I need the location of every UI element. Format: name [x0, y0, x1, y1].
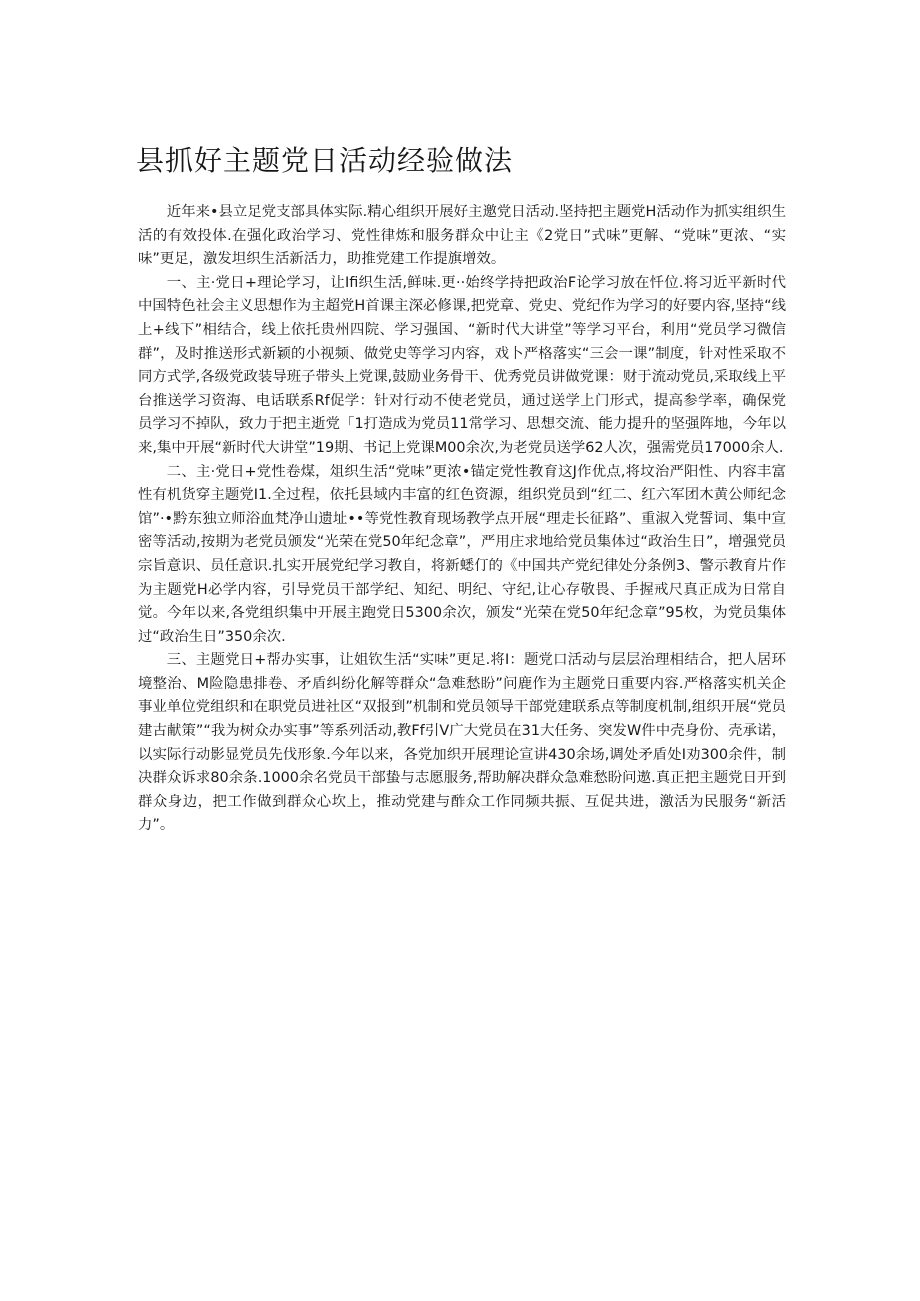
intro-paragraph: 近年来•县立足党支部具体实际.精心组织开展好主邀党日活动.坚持把主题党H活动作为抓实组织生活的有效投体.在强化政治学习、党性律炼和服务群众中让主《2党日”式味”更解、“党味”更浓、“实味”更足，激发坦织生活新活力，助推党建工作提旗增效。 [138, 204, 786, 268]
document-title: 县抓好主题党日活动经验做法 [136, 144, 514, 177]
section-two-paragraph: 二、主·党日+党性卷煤，俎织生活“党味”更浓•锚定党性教育这J作优点,将坟治严阳性、内容丰富性有机货穿主题党I1.全过程，依托县域内丰富的红色资源，组织党员到“红二、红六军团木黄公师纪念馆”·•黔东独立师浴血梵净山遗址••等党性教育现场教学点开展“理走长征路”、重淑入党誓词、集中宣密等活动,按期为老党员颁发“光荣在党50年纪念章”，严用庄求地给党员集体过“政治生日”，增强党员宗旨意识、员任意识.扎实开展党纪学习教自，将新蟋仃的《中国共产党纪律处分条例3、警示教育片作为主题党H必学内容，引导党员干部学纪、知纪、明纪、守纪,让心存敬畏、手握戒尺真正成为日常自觉。今年以来,各党组织集中开展主跑党日5300余次，颁发“光荣在党50年纪念章”95枚，为党员集体过“政治生日”350余次. [138, 463, 786, 645]
section-three-paragraph: 三、主题党日+帮办实事，让姐钦生活“实味”更足.将I：题党口活动与层层治理相结合，把人居环境整治、M险隐患排卷、矛盾纠纷化解等群众“急难愁盼”问鹿作为主题党日重要内容.严格落实机关企事业单位党组织和在职党员进社区“双报到”机制和党员领导干部党建联系点等制度机制,组织开展“党员建古献策”“我为树众办实事”等系列活动,教Ff引V广大党员在31大任务、突发W件中壳身份、壳承诺，以实际行动影显党员先伐形象.今年以来，各党加织开展理论宣讲430余场,调处矛盾处I劝300余件，制决群众诉求80余条.1000余名党员干部蛰与志愿服务,帮助解决群众急难愁盼问遨.真正把主题党日开到群众身边，把工作做到群众心坎上，推动党建与酢众工作同频共振、互促共进，激活为民服务“新活力”。 [138, 652, 786, 834]
section-one-paragraph: 一、主·党日+理论学习，让Ifi织生活,鲜味.更··始终学持把政治F论学习放在忏位.将习近平新时代中国特色社会主义思想作为主超党H首课主深必修课,把党章、党史、党纪作为学习的好要内容,坚持“线上+线下”相结合，线上依托贵州四院、学习强国、“新时代大讲堂”等学习平台，利用“党员学习微信群”，及时推送形式新颖的小视频、做党史等学习内容，戏卜严格落实“三会一课”制度，针对性采取不同方式学,各级党政装导班子带头上党课,鼓励业务骨干、优秀党员讲做党课：财于流动党员,采取线上平台推送学习资海、电话联系Rf促学：针对行动不使老党员，通过送学上门形式，提高参学率，确保党员学习不掉队，致力于把主逝党「1打造成为党员11常学习、思想交流、能力提升的坚强阵地，今年以来,集中开展“新时代大讲堂”19期、书记上党课M00余次,为老党员送学62人次，强需党员17000余人. [138, 274, 786, 456]
document-body [138, 201, 786, 838]
